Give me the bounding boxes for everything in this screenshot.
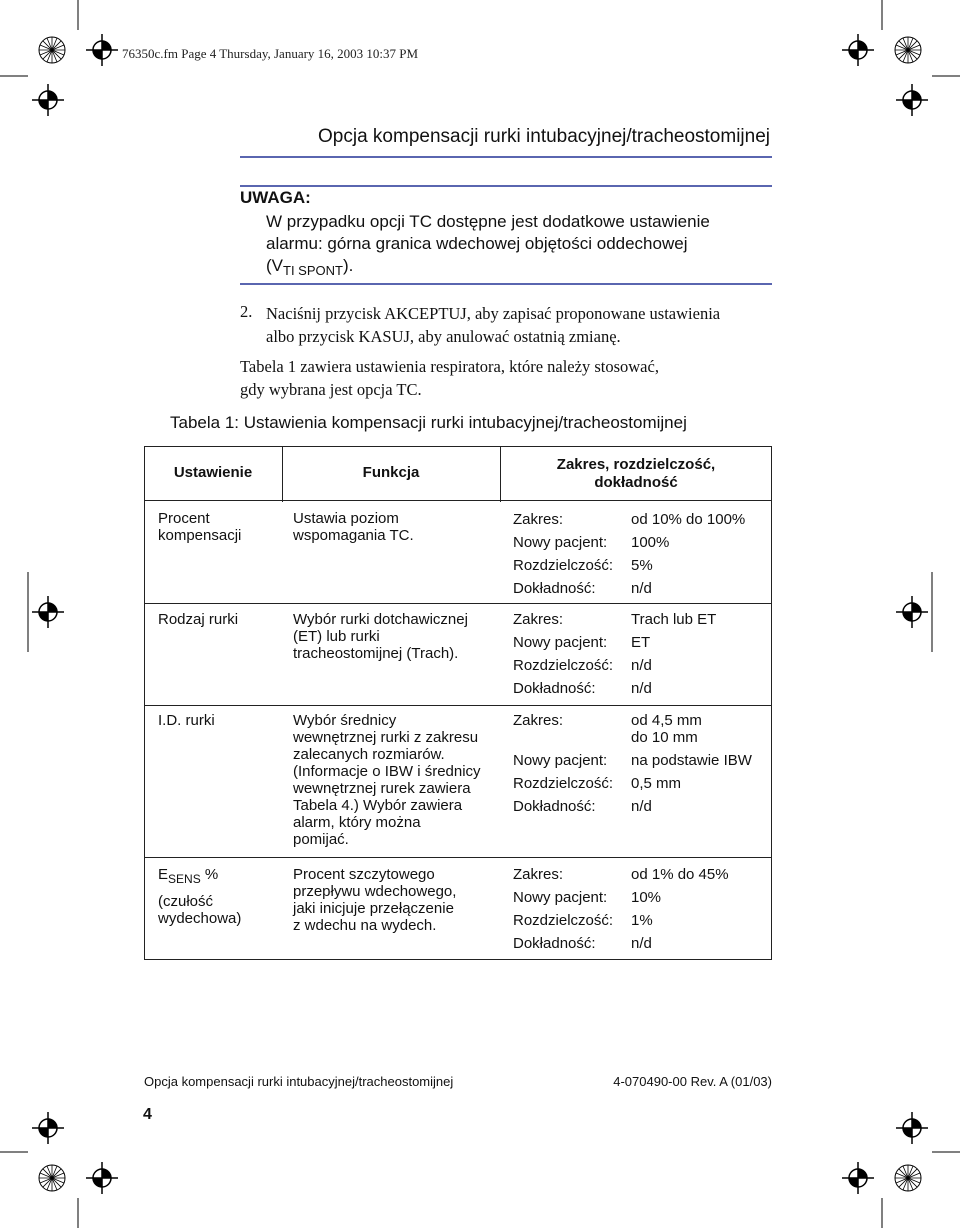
kv-value: od 4,5 mm: [631, 712, 702, 729]
intro-line: Tabela 1 zawiera ustawienia respiratora, które należy stosować,: [240, 357, 659, 376]
cell-text: E: [158, 866, 169, 883]
table-title: Tabela 1: Ustawienia kompensacji rurki intubacyjnej/tracheostomijnej: [170, 413, 687, 432]
cell-line: Ustawia poziom: [293, 510, 399, 527]
note-text: ).: [342, 256, 354, 275]
kv-value: ET: [631, 634, 651, 651]
kv-value: 0,5 mm: [631, 775, 682, 792]
cell-subscript: SENS: [168, 872, 201, 886]
kv-key: Nowy pacjent:: [513, 752, 608, 769]
note-line: alarmu: górna granica wdechowej objętości oddechowej: [266, 234, 688, 253]
crosshair-icon: [32, 1112, 64, 1144]
crosshair-icon: [896, 596, 928, 628]
cell-line: pomijać.: [293, 831, 349, 848]
starburst-icon: [895, 1165, 921, 1191]
cell-line: Procent: [158, 510, 210, 527]
intro-line: gdy wybrana jest opcja TC.: [240, 380, 422, 399]
kv-value: n/d: [631, 580, 652, 597]
cell-line: Tabela 4.) Wybór zawiera: [293, 797, 463, 814]
kv-key: Nowy pacjent:: [513, 889, 608, 906]
header-setting: Ustawienie: [173, 464, 253, 481]
cell-line: Procent szczytowego: [293, 866, 435, 883]
cell-line: tracheostomijnej (Trach).: [293, 645, 459, 662]
starburst-icon: [895, 37, 921, 63]
crosshair-icon: [32, 596, 64, 628]
cell-line: wydechowa): [158, 910, 242, 927]
kv-value: na podstawie IBW: [631, 752, 752, 769]
cell-line: (ET) lub rurki: [293, 628, 380, 645]
crosshair-icon: [32, 84, 64, 116]
cell-line: wewnętrznej rurek zawiera: [293, 780, 471, 797]
kv-value: n/d: [631, 935, 652, 952]
footer-revision: 4-070490-00 Rev. A (01/03): [613, 1074, 772, 1089]
kv-key: Dokładność:: [513, 798, 596, 815]
kv-value: n/d: [631, 680, 652, 697]
kv-key: Nowy pacjent:: [513, 634, 608, 651]
crosshair-icon: [86, 1162, 118, 1194]
kv-value: od 10% do 100%: [631, 511, 746, 528]
cell-line: kompensacji: [158, 527, 242, 544]
crosshair-icon: [896, 1112, 928, 1144]
kv-key: Dokładność:: [513, 680, 596, 697]
crosshair-icon: [896, 84, 928, 116]
kv-value: 5%: [631, 557, 653, 574]
header-range-line: dokładność: [594, 474, 678, 491]
kv-value: 100%: [631, 534, 670, 551]
cell-line: zalecanych rozmiarów.: [293, 746, 445, 763]
note-subscript: TI SPONT: [283, 263, 343, 278]
cell-line: z wdechu na wydech.: [293, 917, 437, 934]
kv-key: Rozdzielczość:: [513, 657, 614, 674]
step-number: 2.: [240, 302, 253, 321]
header-range-line: Zakres, rozdzielczość,: [556, 456, 716, 473]
cell-line: alarm, który można: [293, 814, 421, 831]
note-text: (V: [266, 256, 283, 275]
crosshair-icon: [842, 34, 874, 66]
crosshair-icon: [86, 34, 118, 66]
cell-line: (Informacje o IBW i średnicy: [293, 763, 481, 780]
kv-value: n/d: [631, 798, 652, 815]
cell-line: jaki inicjuje przełączenie: [293, 900, 454, 917]
kv-value: 10%: [631, 889, 662, 906]
note-line: W przypadku opcji TC dostępne jest dodatkowe ustawienie: [266, 212, 710, 231]
footer-title: Opcja kompensacji rurki intubacyjnej/tracheostomijnej: [144, 1074, 454, 1089]
kv-key: Zakres:: [513, 511, 564, 528]
cell-line: Rodzaj rurki: [158, 611, 239, 628]
cell-line: wewnętrznej rurki z zakresu: [293, 729, 479, 746]
page-number: 4: [143, 1106, 152, 1123]
kv-key: Zakres:: [513, 866, 564, 883]
cell-line: (czułość: [158, 893, 214, 910]
kv-value: Trach lub ET: [631, 611, 717, 628]
note-label: UWAGA:: [240, 188, 311, 207]
crosshair-icon: [842, 1162, 874, 1194]
kv-value: 1%: [631, 912, 653, 929]
slug-line: 76350c.fm Page 4 Thursday, January 16, 2003 10:37 PM: [122, 46, 419, 61]
header-function: Funkcja: [362, 464, 420, 481]
cell-line: I.D. rurki: [158, 712, 215, 729]
step-line: Naciśnij przycisk AKCEPTUJ, aby zapisać proponowane ustawienia: [266, 304, 721, 323]
kv-key: Zakres:: [513, 611, 564, 628]
cell-text: %: [200, 866, 219, 883]
cell-line: Wybór średnicy: [293, 712, 397, 729]
cell-line: Wybór rurki dotchawicznej: [293, 611, 468, 628]
cell-line: przepływu wdechowego,: [293, 883, 457, 900]
kv-value: do 10 mm: [631, 729, 698, 746]
kv-key: Dokładność:: [513, 580, 596, 597]
running-header: Opcja kompensacji rurki intubacyjnej/tracheostomijnej: [318, 126, 770, 147]
kv-key: Rozdzielczość:: [513, 912, 614, 929]
kv-value: od 1% do 45%: [631, 866, 729, 883]
kv-key: Zakres:: [513, 712, 564, 729]
step-line: albo przycisk KASUJ, aby anulować ostatnią zmianę.: [266, 327, 621, 346]
kv-key: Rozdzielczość:: [513, 775, 614, 792]
cell-line: wspomagania TC.: [293, 527, 414, 544]
starburst-icon: [39, 1165, 65, 1191]
kv-key: Rozdzielczość:: [513, 557, 614, 574]
kv-key: Nowy pacjent:: [513, 534, 608, 551]
kv-key: Dokładność:: [513, 935, 596, 952]
starburst-icon: [39, 37, 65, 63]
kv-value: n/d: [631, 657, 652, 674]
